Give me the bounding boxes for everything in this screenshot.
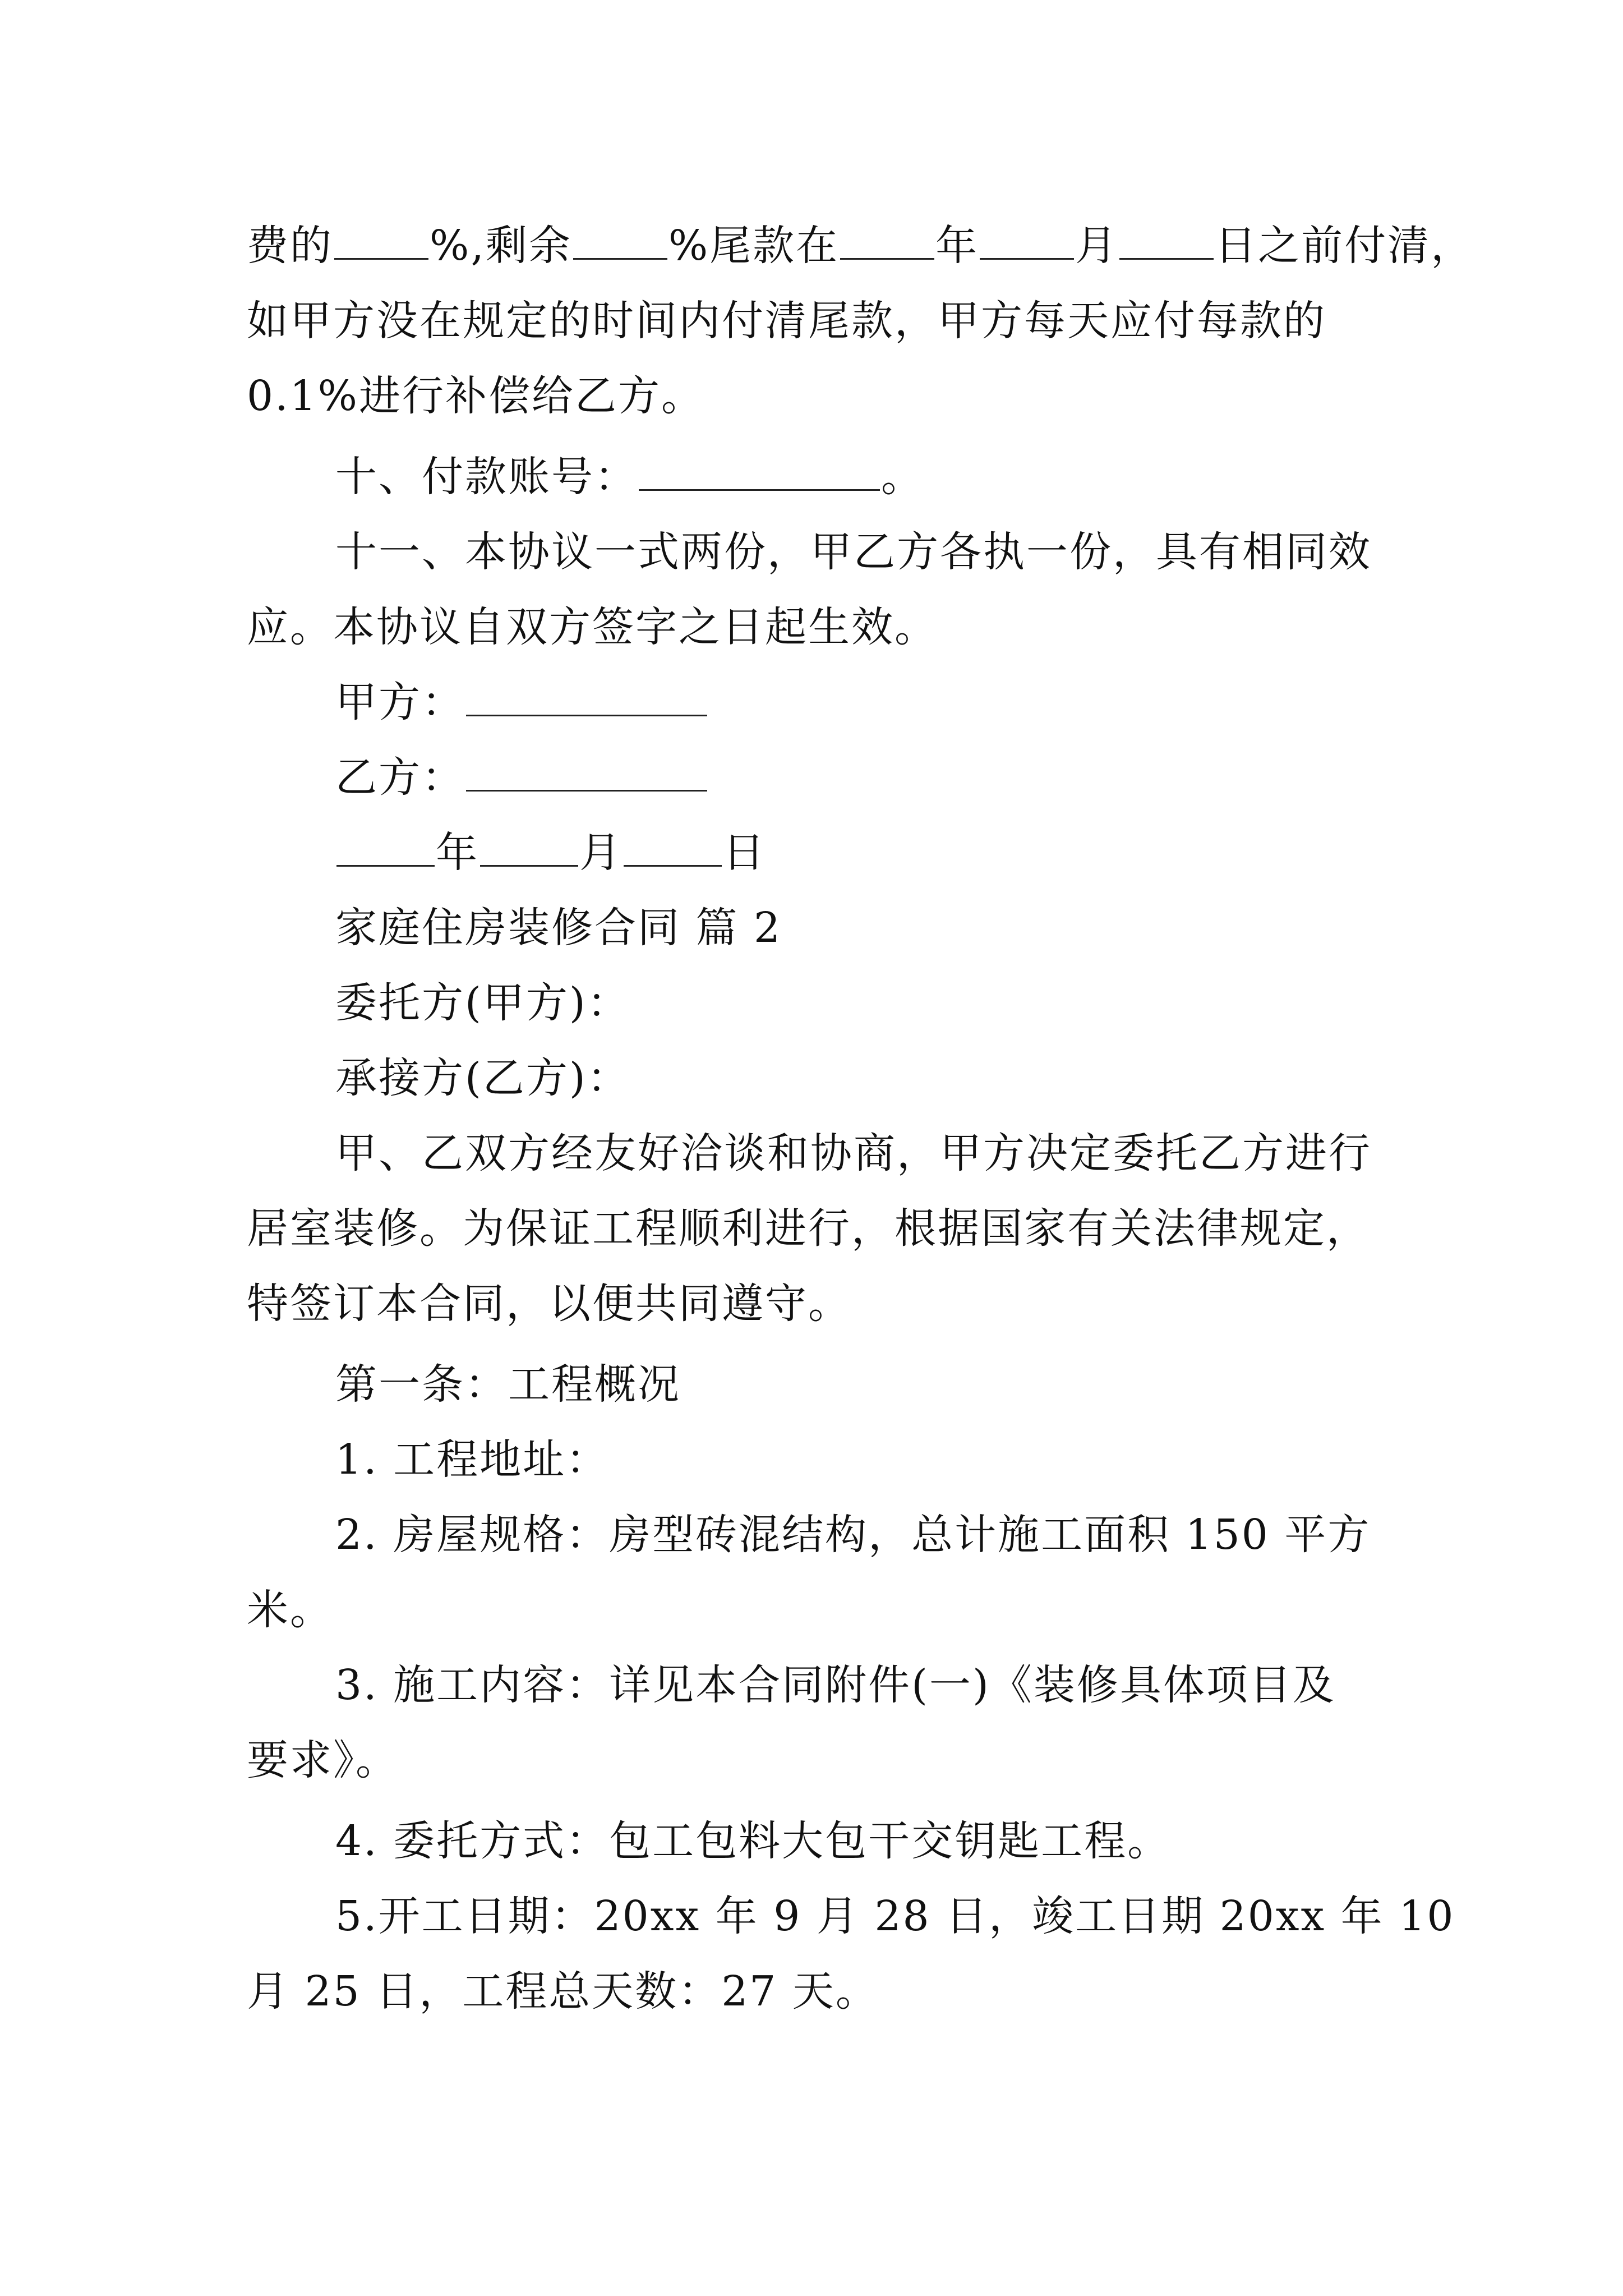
item-3-line-2: 要求》。: [247, 1736, 399, 1784]
day-label: 日: [723, 829, 766, 877]
section-2-title: 家庭住房装修合同 篇 2: [335, 904, 782, 952]
intro-line-3: 特签订本合同，以便共同遵守。: [247, 1280, 851, 1328]
item-5-line-2: 月 25 日，工程总天数：27 天。: [247, 1967, 879, 2016]
article-1-heading: 第一条：工程概况: [335, 1360, 681, 1409]
party-a-label: 甲方：: [335, 678, 465, 726]
item-5-line-1: 5.开工日期：20xx 年 9 月 28 日，竣工日期 20xx 年 10: [335, 1892, 1455, 1940]
item-4-commission-method: 4. 委托方式：包工包料大包干交钥匙工程。: [335, 1817, 1171, 1865]
signing-date-line: [335, 825, 766, 881]
year-blank-underline: [336, 829, 435, 867]
item-3-line-1: 3. 施工内容：详见本合同附件(一)《装修具体项目及: [335, 1661, 1336, 1709]
client-party-line: 委托方(甲方)：: [335, 979, 630, 1027]
signature-blank-underline: [466, 754, 707, 792]
month-blank-underline: [480, 829, 578, 867]
party-b-signature-line: [335, 749, 708, 806]
text-segment: 年: [935, 222, 979, 270]
clause-10-end: 。: [881, 453, 924, 501]
blank-underline: [573, 222, 667, 260]
intro-line-1: 甲、乙双方经友好洽谈和协商，甲方决定委托乙方进行: [335, 1129, 1372, 1177]
text-segment: 日之前付清，: [1215, 222, 1474, 270]
day-blank-underline: [624, 829, 722, 867]
item-2-line-2: 米。: [247, 1586, 333, 1634]
party-a-signature-line: [335, 674, 708, 730]
party-b-label: 乙方：: [335, 753, 465, 802]
item-2-line-1: 2. 房屋规格：房型砖混结构，总计施工面积 150 平方: [335, 1511, 1371, 1559]
contractor-party-line: 承接方(乙方)：: [335, 1054, 630, 1102]
intro-line-2: 居室装修。为保证工程顺利进行，根据国家有关法律规定，: [247, 1204, 1370, 1253]
clause-10-label: 十、付款账号：: [335, 453, 638, 501]
text-segment: 月: [1075, 222, 1119, 270]
item-1-project-address: 1. 工程地址：: [335, 1435, 610, 1484]
payment-terms-line-3: 0.1%进行补偿给乙方。: [247, 372, 704, 420]
year-label: 年: [436, 829, 479, 877]
blank-underline: [840, 222, 934, 260]
clause-11-line-1: 十一、本协议一式两份，甲乙方各执一份，具有相同效: [335, 528, 1372, 576]
blank-underline: [334, 222, 428, 260]
clause-11-line-2: 应。本协议自双方签字之日起生效。: [247, 603, 938, 651]
payment-terms-line-1: [247, 218, 1474, 274]
blank-underline: [1119, 222, 1214, 260]
text-segment: %,剩余: [430, 222, 572, 270]
blank-underline: [980, 222, 1074, 260]
clause-10-payment-account: [335, 449, 924, 505]
text-segment: 费的: [247, 222, 333, 270]
account-blank-underline: [639, 453, 880, 491]
signature-blank-underline: [466, 679, 707, 716]
payment-terms-line-2: 如甲方没在规定的时间内付清尾款，甲方每天应付每款的: [247, 297, 1326, 345]
text-segment: %尾款在: [668, 222, 840, 270]
month-label: 月: [579, 829, 623, 877]
